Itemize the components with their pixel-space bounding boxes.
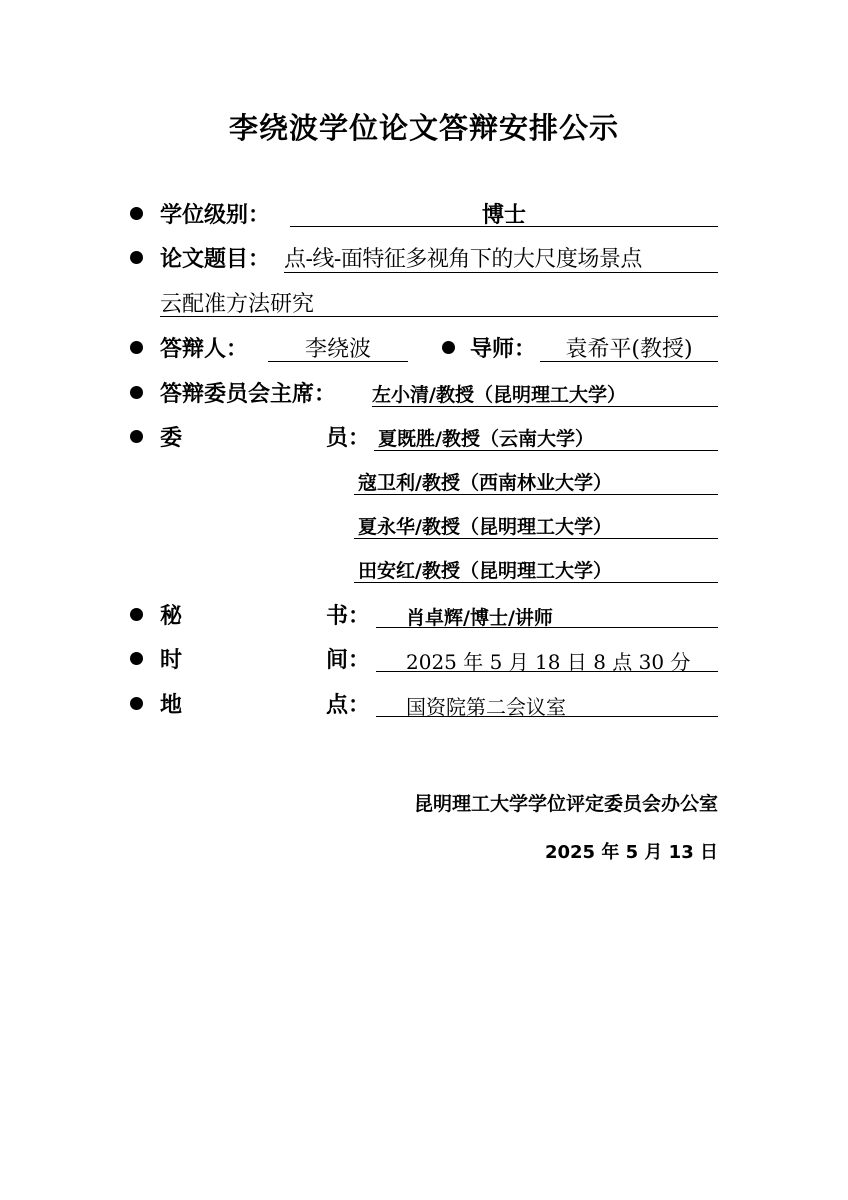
- advisor-underline: [540, 361, 718, 362]
- bullet-icon: [130, 652, 143, 665]
- degree-label: 学位级别：: [160, 202, 271, 228]
- place-value: 国资院第二会议室: [406, 695, 566, 719]
- member-underline: [354, 538, 718, 539]
- bullet-icon: [130, 386, 143, 399]
- member-item: 夏永华/教授（昆明理工大学）: [358, 516, 612, 538]
- bullet-icon: [130, 430, 143, 443]
- thesis-title-line2: 云配准方法研究: [160, 292, 315, 317]
- member-underline: [354, 494, 718, 495]
- defendant-label: 答辩人：: [160, 336, 249, 362]
- issuing-office: 昆明理工大学学位评定委员会办公室: [413, 793, 718, 815]
- advisor-value: 袁希平(教授): [565, 337, 693, 362]
- degree-value: 博士: [481, 202, 526, 228]
- members-label-right: 员：: [326, 425, 371, 451]
- bullet-icon: [130, 341, 143, 354]
- member-item: 寇卫利/教授（西南林业大学）: [358, 472, 612, 494]
- bullet-icon: [130, 207, 143, 220]
- chair-label: 答辩委员会主席：: [160, 381, 337, 407]
- degree-underline: [290, 226, 718, 227]
- bullet-icon: [130, 251, 143, 264]
- time-value: 2025 年 5 月 18 日 8 点 30 分: [406, 650, 691, 674]
- bullet-icon: [130, 608, 143, 621]
- secretary-underline: [376, 627, 718, 628]
- time-underline: [376, 671, 718, 672]
- member-item: 夏既胜/教授（云南大学）: [378, 428, 594, 450]
- chair-value: 左小清/教授（昆明理工大学）: [372, 384, 626, 406]
- advisor-label: 导师：: [470, 336, 537, 362]
- time-label-left: 时: [160, 647, 183, 673]
- defendant-underline: [268, 361, 408, 362]
- member-underline: [374, 450, 718, 451]
- thesis-underline-1: [284, 272, 718, 273]
- issue-date: 2025 年 5 月 13 日: [544, 842, 718, 863]
- place-underline: [376, 716, 718, 717]
- chair-underline: [372, 406, 718, 407]
- defendant-value: 李绕波: [304, 337, 371, 362]
- page-title: 李绕波学位论文答辩安排公示: [228, 111, 619, 145]
- place-label-right: 点：: [326, 692, 371, 718]
- secretary-label-right: 书：: [326, 603, 371, 629]
- thesis-underline-2: [160, 316, 718, 317]
- members-label-left: 委: [160, 425, 183, 451]
- secretary-label-left: 秘: [160, 603, 183, 629]
- member-item: 田安红/教授（昆明理工大学）: [358, 560, 612, 582]
- secretary-value: 肖卓辉/博士/讲师: [406, 607, 553, 629]
- bullet-icon: [442, 341, 455, 354]
- place-label-left: 地: [160, 692, 183, 718]
- thesis-label: 论文题目：: [160, 246, 271, 272]
- time-label-right: 间：: [326, 647, 371, 673]
- bullet-icon: [130, 697, 143, 710]
- thesis-title-line1: 点-线-面特征多视角下的大尺度场景点: [284, 247, 642, 272]
- member-underline: [354, 582, 718, 583]
